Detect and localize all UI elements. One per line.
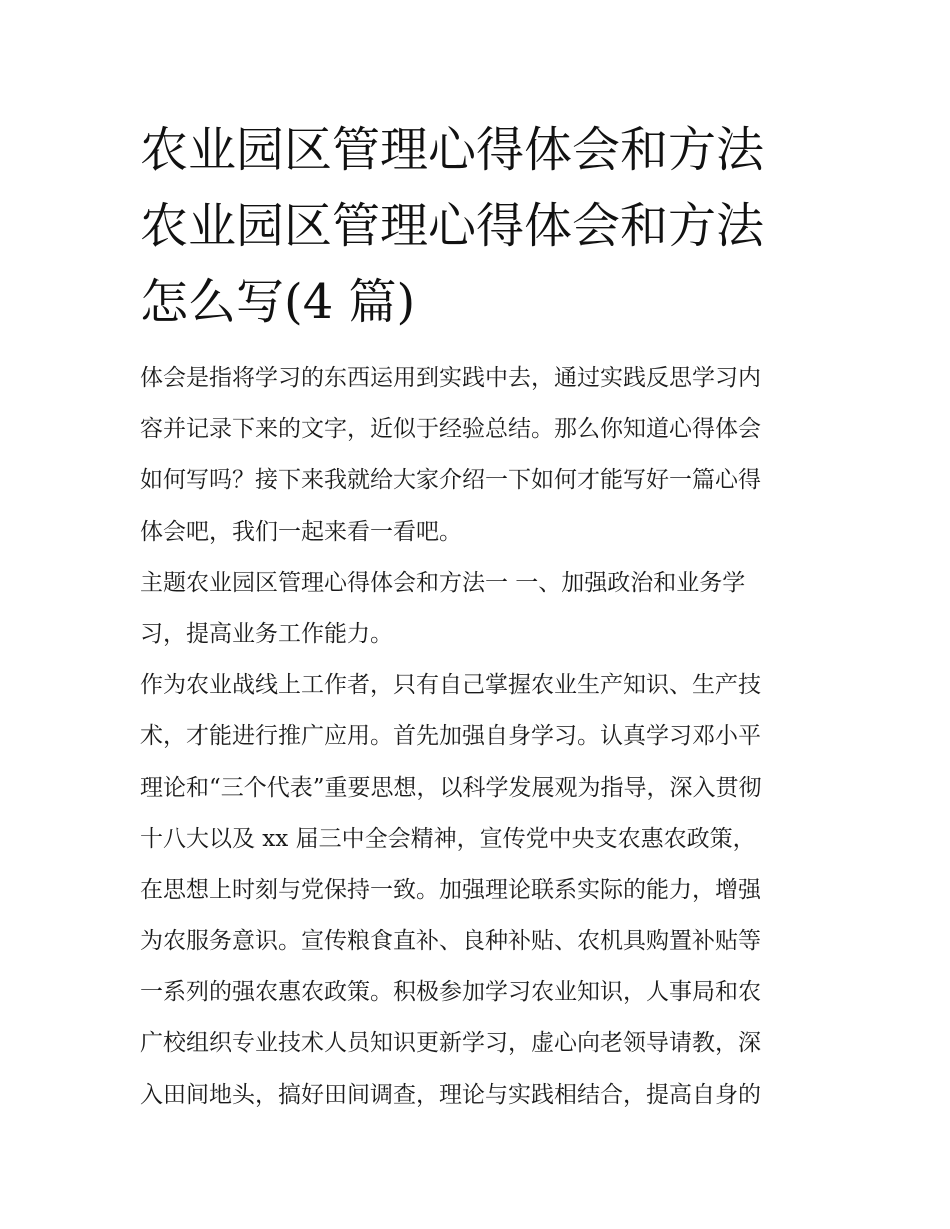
body-line: 作为农业战线上工作者，只有自己掌握农业生产知识、生产技 [140,672,761,699]
body-line: 一系列的强农惠农政策。积极参加学习农业知识，人事局和农 [140,979,761,1006]
body-line: 体会是指将学习的东西运用到实践中去，通过实践反思学习内 [140,365,761,391]
title-line: 怎么写(4 篇) [140,274,416,330]
body-line: 习，提高业务工作能力。 [140,620,393,647]
title-line: 农业园区管理心得体会和方法 [140,122,765,178]
body-line: 广校组织专业技术人员知识更新学习，虚心向老领导请教，深 [140,1030,761,1057]
body-line: 术，才能进行推广应用。首先加强自身学习。认真学习邓小平 [140,723,761,750]
body-line: 十八大以及 xx 届三中全会精神，宣传党中央支农惠农政策， [140,825,756,852]
title-line: 农业园区管理心得体会和方法 [140,198,765,254]
body-line: 如何写吗？接下来我就给大家介绍一下如何才能写好一篇心得 [140,467,761,494]
body-line: 理论和“三个代表”重要思想，以科学发展观为指导，深入贯彻 [140,774,762,801]
body-line: 为农服务意识。宣传粮食直补、良种补贴、农机具购置补贴等 [140,928,761,955]
document-body [140,353,820,1121]
body-line: 容并记录下来的文字，近似于经验总结。那么你知道心得体会 [140,416,761,443]
document-title [140,112,840,340]
body-line: 入田间地头，搞好田间调查，理论与实践相结合，提高自身的 [140,1081,761,1108]
body-line: 主题农业园区管理心得体会和方法一 一、加强政治和业务学 [140,569,746,596]
body-line: 在思想上时刻与党保持一致。加强理论联系实际的能力，增强 [140,876,761,903]
body-line: 体会吧，我们一起来看一看吧。 [140,518,462,545]
